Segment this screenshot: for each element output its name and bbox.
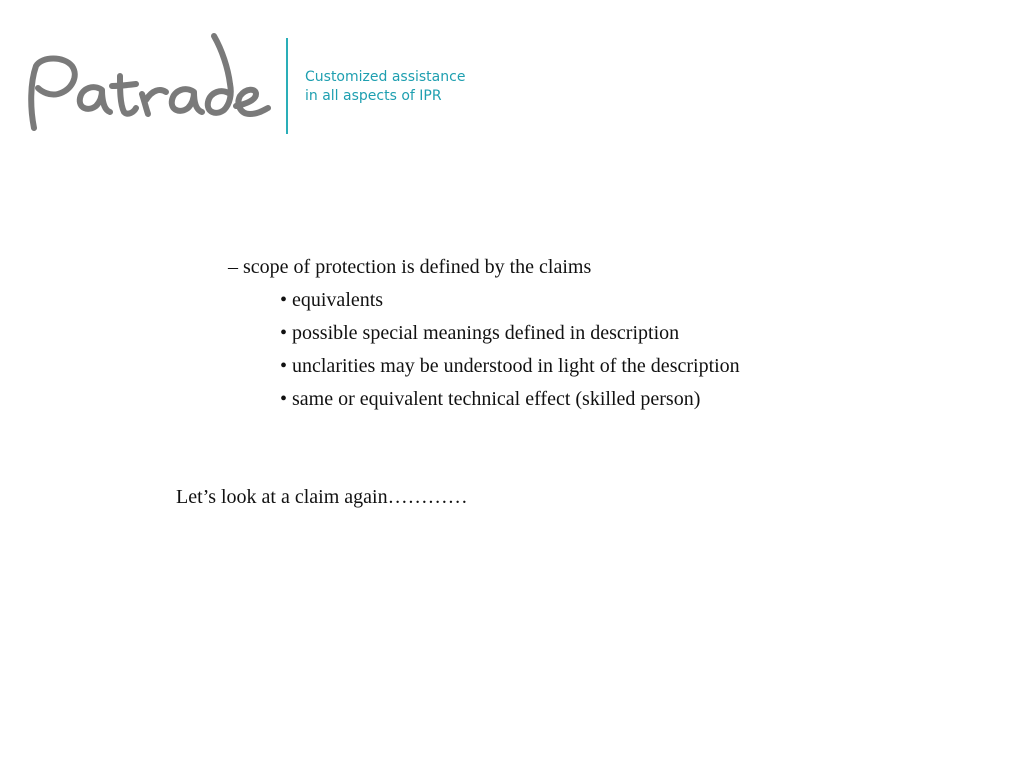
- tagline-line-1: Customized assistance: [305, 69, 466, 85]
- bullet-equivalents: • equivalents: [280, 289, 384, 311]
- closing-text: Let’s look at a claim again…………: [176, 486, 468, 508]
- bullet-special-meanings: • possible special meanings defined in description: [280, 322, 680, 344]
- tagline-line-2: in all aspects of IPR: [305, 88, 442, 104]
- main-point: – scope of protection is defined by the claims: [228, 256, 592, 278]
- bullet-unclarities: • unclarities may be understood in light of the description: [280, 355, 740, 377]
- bullet-technical-effect: • same or equivalent technical effect (skilled person): [280, 388, 701, 410]
